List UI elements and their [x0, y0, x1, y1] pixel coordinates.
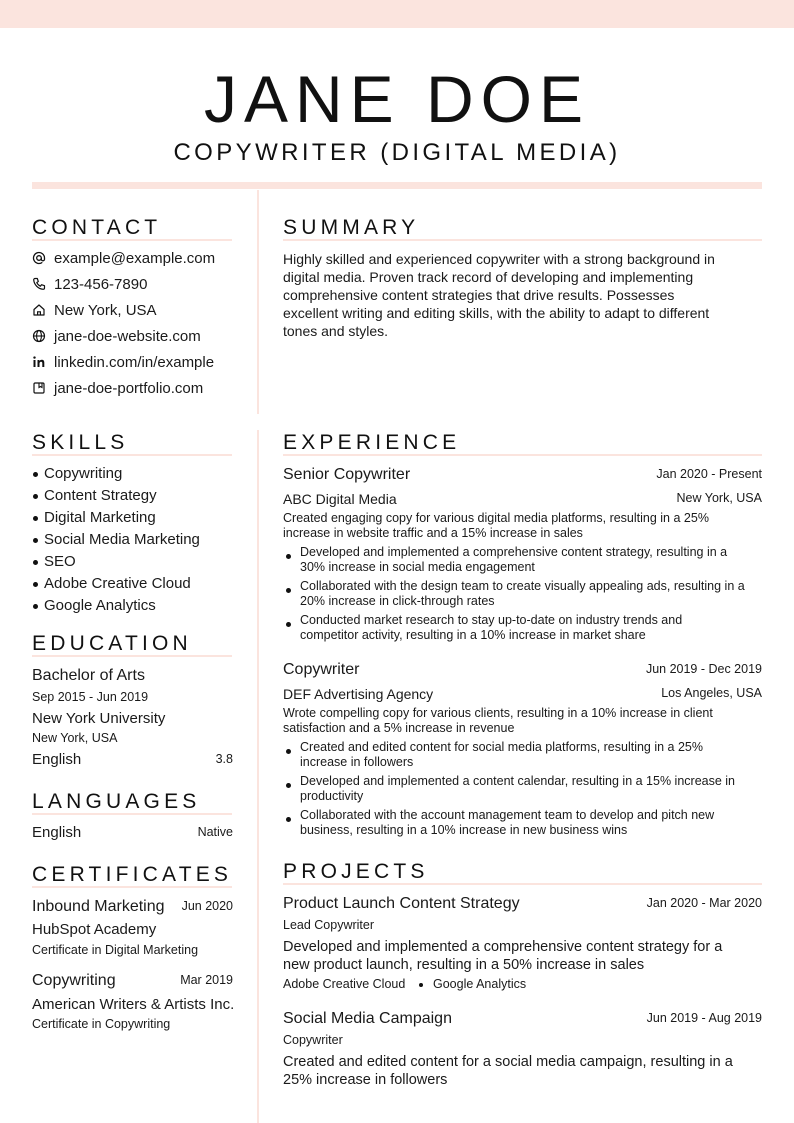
skill-item: SEO: [44, 553, 76, 570]
job-title: Senior Copywriter: [283, 466, 411, 483]
contact-portfolio[interactable]: [32, 378, 203, 398]
job-location: New York, USA: [676, 491, 762, 505]
contact-linkedin[interactable]: [32, 352, 214, 372]
job-bullet-line: Developed and implemented a comprehensive content strategy, resulting in a: [300, 545, 728, 559]
project-tool: Adobe Creative Cloud: [283, 977, 406, 991]
skill-item: Content Strategy: [44, 487, 157, 504]
language-name: English: [32, 824, 82, 841]
education-school: New York University: [32, 710, 166, 727]
bullet-icon: [286, 588, 291, 593]
certificate-issuer: American Writers & Artists Inc.: [32, 996, 235, 1013]
contact-location-text: New York, USA: [54, 301, 157, 319]
job-location: Los Angeles, USA: [661, 686, 762, 700]
skill-item: Copywriting: [44, 465, 123, 482]
skill-item: Adobe Creative Cloud: [44, 575, 191, 592]
language-level: Native: [197, 825, 233, 839]
candidate-name: JANE DOE: [203, 62, 591, 136]
job-bullet-line: business, resulting in a 10% increase in new business wins: [300, 823, 628, 837]
contact-linkedin-text: linkedin.com/in/example: [54, 353, 215, 371]
job-bullet-line: Conducted market research to stay up-to-date on industry trends and: [300, 613, 683, 627]
education-location: New York, USA: [32, 731, 118, 745]
project-tool: Google Analytics: [433, 977, 527, 991]
separator-dot-icon: [419, 983, 423, 987]
skills-underline: [32, 454, 232, 456]
project-role: Copywriter: [283, 1033, 343, 1047]
job-summary-line: satisfaction and a 5% increase in revenue: [283, 721, 515, 735]
education-underline: [32, 655, 232, 657]
summary-line: Highly skilled and experienced copywriter with a strong background in: [283, 251, 715, 267]
contact-portfolio-text: jane-doe-portfolio.com: [54, 379, 204, 397]
projects-heading: PROJECTS: [283, 860, 429, 883]
project-role: Lead Copywriter: [283, 918, 375, 932]
job-dates: Jan 2020 - Present: [656, 467, 762, 481]
globe-icon: [32, 329, 46, 343]
certificates-underline: [32, 886, 232, 888]
job-bullet-line: increase in followers: [300, 755, 414, 769]
job-summary-line: Wrote compelling copy for various clients, resulting in a 10% increase in client: [283, 706, 713, 720]
at-icon: [32, 251, 46, 265]
contact-location: [32, 300, 157, 320]
certificate-detail: Certificate in Copywriting: [32, 1017, 171, 1031]
bullet-icon: [33, 604, 38, 609]
education-field: English: [32, 751, 82, 768]
skill-item: Social Media Marketing: [44, 531, 200, 548]
summary-line: comprehensive content strategies that drive results. Possesses: [283, 287, 675, 303]
job-bullet-line: 20% increase in click-through rates: [300, 594, 495, 608]
bullet-icon: [286, 622, 291, 627]
education-heading: EDUCATION: [32, 632, 192, 655]
bullet-icon: [33, 538, 38, 543]
contact-phone[interactable]: [32, 274, 147, 294]
bullet-icon: [286, 749, 291, 754]
summary-line: excellent writing and editing skills, with the ability to adapt to different: [283, 305, 710, 321]
certificate-detail: Certificate in Digital Marketing: [32, 943, 199, 957]
job-bullet-line: 30% increase in social media engagement: [300, 560, 535, 574]
job-bullet-line: Collaborated with the account management team to develop and pitch new: [300, 808, 715, 822]
bullet-icon: [33, 516, 38, 521]
summary-heading: SUMMARY: [283, 216, 420, 239]
certificate-date: Mar 2019: [180, 973, 233, 987]
top-accent-bar: [0, 0, 794, 28]
contact-website[interactable]: [32, 326, 201, 346]
contact-heading: CONTACT: [32, 216, 162, 239]
experience-heading: EXPERIENCE: [283, 431, 461, 454]
job-bullet-line: Created and edited content for social media platforms, resulting in a 25%: [300, 740, 704, 754]
certificates-heading: CERTIFICATES: [32, 863, 233, 886]
job-company: ABC Digital Media: [283, 491, 397, 507]
summary-line: tones and styles.: [283, 323, 389, 339]
bullet-icon: [33, 560, 38, 565]
contact-email[interactable]: [32, 248, 215, 268]
bullet-icon: [33, 494, 38, 499]
contact-email-text: example@example.com: [54, 249, 216, 267]
project-line: Developed and implemented a comprehensive content strategy for a: [283, 939, 723, 955]
job-bullet-line: Developed and implemented a content calendar, resulting in a 15% increase in: [300, 774, 735, 788]
certificate-name: Copywriting: [32, 972, 116, 989]
linkedin-icon: [32, 355, 46, 369]
column-divider-bottom: [257, 430, 259, 1123]
contact-underline: [32, 239, 232, 241]
phone-icon: [32, 277, 46, 291]
project-line: new product launch, resulting in a 50% increase in sales: [283, 957, 645, 973]
bullet-icon: [33, 582, 38, 587]
projects-underline: [283, 883, 762, 885]
column-divider-top: [257, 190, 259, 414]
skill-item: Google Analytics: [44, 597, 156, 614]
bullet-icon: [286, 783, 291, 788]
project-line: Created and edited content for a social media campaign, resulting in a: [283, 1054, 733, 1070]
project-dates: Jan 2020 - Mar 2020: [646, 896, 762, 910]
bullet-icon: [286, 817, 291, 822]
bullet-icon: [286, 554, 291, 559]
skill-item: Digital Marketing: [44, 509, 156, 526]
job-bullet-line: productivity: [300, 789, 364, 803]
education-dates: Sep 2015 - Jun 2019: [32, 690, 149, 704]
job-dates: Jun 2019 - Dec 2019: [645, 662, 762, 676]
certificate-date: Jun 2020: [181, 899, 233, 913]
job-summary-line: Created engaging copy for various digital media platforms, resulting in a 25%: [283, 511, 709, 525]
education-degree: Bachelor of Arts: [32, 667, 145, 684]
languages-heading: LANGUAGES: [32, 790, 201, 813]
job-title: Copywriter: [283, 661, 360, 678]
summary-underline: [283, 239, 762, 241]
certificate-issuer: HubSpot Academy: [32, 921, 157, 938]
bullet-icon: [33, 472, 38, 477]
job-bullet-line: competitor activity, resulting in a 10% increase in market share: [300, 628, 646, 642]
skills-heading: SKILLS: [32, 431, 129, 454]
candidate-title: COPYWRITER (DIGITAL MEDIA): [173, 139, 621, 166]
contact-website-text: jane-doe-website.com: [54, 327, 201, 345]
experience-underline: [283, 454, 762, 456]
project-dates: Jun 2019 - Aug 2019: [646, 1011, 762, 1025]
header-divider: [32, 182, 762, 189]
project-title: Product Launch Content Strategy: [283, 895, 520, 912]
job-company: DEF Advertising Agency: [283, 686, 434, 702]
home-icon: [32, 303, 46, 317]
certificate-name: Inbound Marketing: [32, 898, 165, 915]
contact-phone-text: 123-456-7890: [54, 275, 148, 293]
portfolio-icon: [32, 381, 46, 395]
job-bullet-line: Collaborated with the design team to create visually appealing ads, resulting in a: [300, 579, 745, 593]
education-gpa: 3.8: [215, 752, 233, 766]
languages-underline: [32, 813, 232, 815]
job-summary-line: increase in website traffic and a 15% increase in sales: [283, 526, 583, 540]
project-line: 25% increase in followers: [283, 1072, 448, 1088]
summary-line: digital media. Proven track record of developing and implementing: [283, 269, 694, 285]
project-title: Social Media Campaign: [283, 1010, 452, 1027]
